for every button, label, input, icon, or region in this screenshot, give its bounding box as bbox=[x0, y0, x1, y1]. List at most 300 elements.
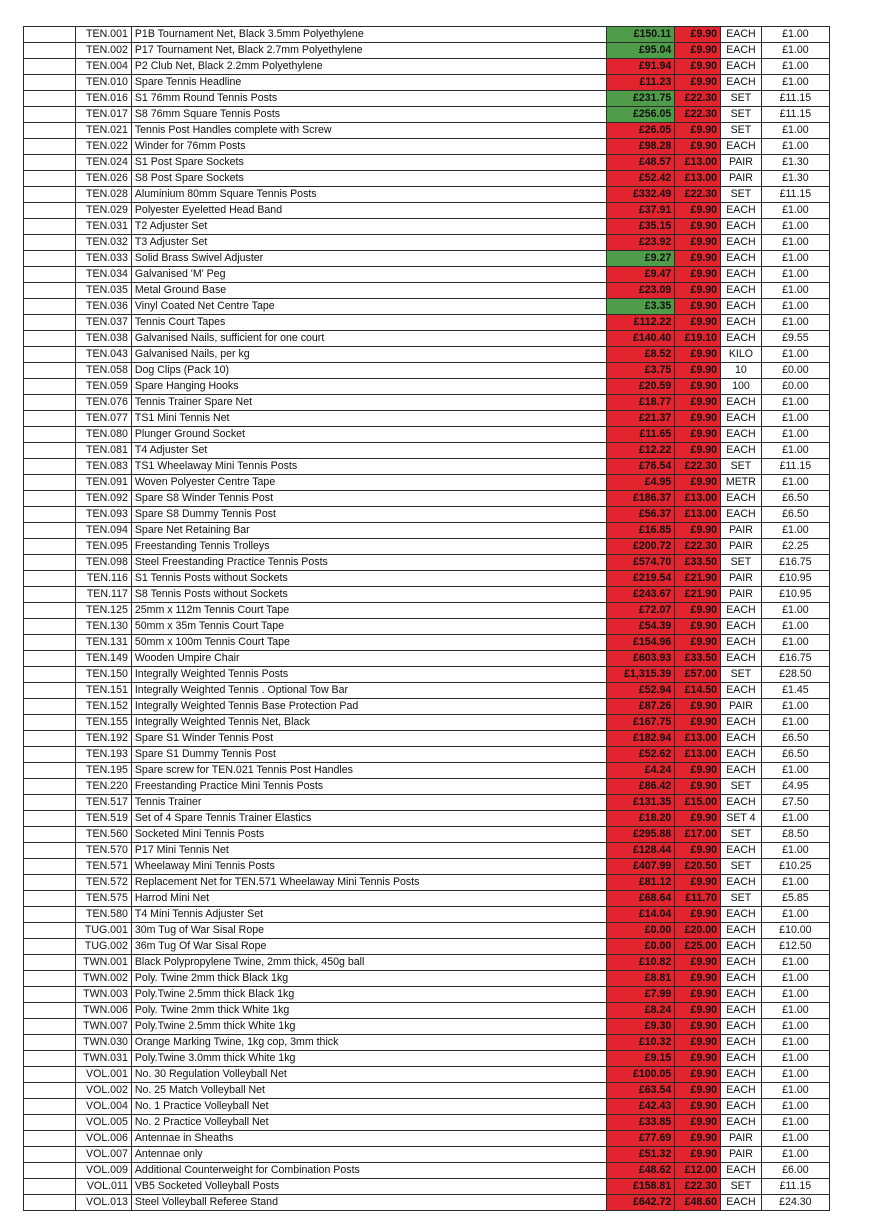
unit-cell: EACH bbox=[721, 283, 762, 299]
carriage-cell: £22.30 bbox=[675, 459, 721, 475]
unit-cell: PAIR bbox=[721, 539, 762, 555]
table-row bbox=[24, 1003, 830, 1019]
product-code: TEN.076 bbox=[75, 395, 131, 411]
carriage-cell: £9.90 bbox=[675, 779, 721, 795]
product-description: Poly.Twine 2.5mm thick White 1kg bbox=[131, 1019, 606, 1035]
table-row bbox=[24, 267, 830, 283]
product-code: TEN.034 bbox=[75, 267, 131, 283]
product-description: Poly. Twine 2mm thick Black 1kg bbox=[131, 971, 606, 987]
blank-cell bbox=[24, 875, 76, 891]
extra-charge-cell: £1.00 bbox=[761, 251, 829, 267]
table-row bbox=[24, 411, 830, 427]
carriage-cell: £20.00 bbox=[675, 923, 721, 939]
unit-cell: SET bbox=[721, 667, 762, 683]
product-code: TEN.043 bbox=[75, 347, 131, 363]
unit-cell: EACH bbox=[721, 923, 762, 939]
table-row bbox=[24, 539, 830, 555]
blank-cell bbox=[24, 171, 76, 187]
product-code: TEN.083 bbox=[75, 459, 131, 475]
table-row bbox=[24, 1099, 830, 1115]
unit-cell: EACH bbox=[721, 427, 762, 443]
carriage-cell: £9.90 bbox=[675, 1147, 721, 1163]
carriage-cell: £9.90 bbox=[675, 427, 721, 443]
table-row bbox=[24, 891, 830, 907]
table-row bbox=[24, 91, 830, 107]
carriage-cell: £9.90 bbox=[675, 251, 721, 267]
blank-cell bbox=[24, 699, 76, 715]
carriage-cell: £9.90 bbox=[675, 1003, 721, 1019]
product-code: VOL.004 bbox=[75, 1099, 131, 1115]
extra-charge-cell: £1.00 bbox=[761, 699, 829, 715]
extra-charge-cell: £1.00 bbox=[761, 59, 829, 75]
extra-charge-cell: £1.00 bbox=[761, 315, 829, 331]
price-cell: £128.44 bbox=[607, 843, 675, 859]
price-cell: £9.47 bbox=[607, 267, 675, 283]
carriage-cell: £9.90 bbox=[675, 715, 721, 731]
unit-cell: EACH bbox=[721, 875, 762, 891]
price-cell: £12.22 bbox=[607, 443, 675, 459]
product-code: TEN.098 bbox=[75, 555, 131, 571]
carriage-cell: £13.00 bbox=[675, 507, 721, 523]
product-description: S1 Tennis Posts without Sockets bbox=[131, 571, 606, 587]
price-cell: £8.81 bbox=[607, 971, 675, 987]
product-description: P1B Tournament Net, Black 3.5mm Polyethylene bbox=[131, 27, 606, 43]
carriage-cell: £13.00 bbox=[675, 491, 721, 507]
unit-cell: SET bbox=[721, 107, 762, 123]
unit-cell: EACH bbox=[721, 1051, 762, 1067]
price-cell: £182.94 bbox=[607, 731, 675, 747]
extra-charge-cell: £1.00 bbox=[761, 715, 829, 731]
unit-cell: SET bbox=[721, 1179, 762, 1195]
unit-cell: EACH bbox=[721, 443, 762, 459]
product-code: TEN.195 bbox=[75, 763, 131, 779]
product-code: TEN.058 bbox=[75, 363, 131, 379]
product-description: Tennis Post Handles complete with Screw bbox=[131, 123, 606, 139]
product-description: T4 Mini Tennis Adjuster Set bbox=[131, 907, 606, 923]
product-description: Galvanised Nails, sufficient for one court bbox=[131, 331, 606, 347]
price-cell: £200.72 bbox=[607, 539, 675, 555]
price-cell: £54.39 bbox=[607, 619, 675, 635]
price-cell: £20.59 bbox=[607, 379, 675, 395]
blank-cell bbox=[24, 859, 76, 875]
blank-cell bbox=[24, 587, 76, 603]
extra-charge-cell: £1.00 bbox=[761, 1131, 829, 1147]
table-row bbox=[24, 107, 830, 123]
price-cell: £18.77 bbox=[607, 395, 675, 411]
carriage-cell: £9.90 bbox=[675, 1019, 721, 1035]
price-cell: £9.30 bbox=[607, 1019, 675, 1035]
table-row bbox=[24, 443, 830, 459]
table-row bbox=[24, 571, 830, 587]
product-code: TEN.016 bbox=[75, 91, 131, 107]
unit-cell: SET bbox=[721, 91, 762, 107]
carriage-cell: £9.90 bbox=[675, 1115, 721, 1131]
product-description: Galvanised 'M' Peg bbox=[131, 267, 606, 283]
blank-cell bbox=[24, 1051, 76, 1067]
carriage-cell: £9.90 bbox=[675, 59, 721, 75]
unit-cell: EACH bbox=[721, 987, 762, 1003]
product-code: TEN.026 bbox=[75, 171, 131, 187]
price-cell: £231.75 bbox=[607, 91, 675, 107]
table-row bbox=[24, 635, 830, 651]
table-row bbox=[24, 507, 830, 523]
table-row bbox=[24, 859, 830, 875]
product-description: 50mm x 35m Tennis Court Tape bbox=[131, 619, 606, 635]
product-code: TEN.017 bbox=[75, 107, 131, 123]
unit-cell: EACH bbox=[721, 59, 762, 75]
carriage-cell: £22.30 bbox=[675, 91, 721, 107]
product-code: TWN.001 bbox=[75, 955, 131, 971]
price-cell: £603.93 bbox=[607, 651, 675, 667]
extra-charge-cell: £6.50 bbox=[761, 747, 829, 763]
product-code: TEN.152 bbox=[75, 699, 131, 715]
product-description: Additional Counterweight for Combination Posts bbox=[131, 1163, 606, 1179]
product-description: Integrally Weighted Tennis Posts bbox=[131, 667, 606, 683]
extra-charge-cell: £1.00 bbox=[761, 875, 829, 891]
table-row bbox=[24, 619, 830, 635]
extra-charge-cell: £1.00 bbox=[761, 907, 829, 923]
table-row bbox=[24, 843, 830, 859]
price-cell: £48.57 bbox=[607, 155, 675, 171]
carriage-cell: £9.90 bbox=[675, 1083, 721, 1099]
product-description: 50mm x 100m Tennis Court Tape bbox=[131, 635, 606, 651]
extra-charge-cell: £6.50 bbox=[761, 491, 829, 507]
extra-charge-cell: £5.85 bbox=[761, 891, 829, 907]
product-description: Polyester Eyeletted Head Band bbox=[131, 203, 606, 219]
extra-charge-cell: £1.00 bbox=[761, 763, 829, 779]
price-cell: £8.52 bbox=[607, 347, 675, 363]
price-cell: £63.54 bbox=[607, 1083, 675, 1099]
table-row bbox=[24, 763, 830, 779]
blank-cell bbox=[24, 923, 76, 939]
price-cell: £186.37 bbox=[607, 491, 675, 507]
blank-cell bbox=[24, 427, 76, 443]
extra-charge-cell: £1.00 bbox=[761, 971, 829, 987]
product-code: TEN.033 bbox=[75, 251, 131, 267]
product-code: TWN.030 bbox=[75, 1035, 131, 1051]
product-code: TUG.002 bbox=[75, 939, 131, 955]
product-description: Dog Clips (Pack 10) bbox=[131, 363, 606, 379]
table-row bbox=[24, 987, 830, 1003]
unit-cell: PAIR bbox=[721, 1131, 762, 1147]
price-cell: £295.88 bbox=[607, 827, 675, 843]
blank-cell bbox=[24, 1179, 76, 1195]
extra-charge-cell: £1.00 bbox=[761, 955, 829, 971]
product-description: Integrally Weighted Tennis Net, Black bbox=[131, 715, 606, 731]
carriage-cell: £25.00 bbox=[675, 939, 721, 955]
extra-charge-cell: £9.55 bbox=[761, 331, 829, 347]
unit-cell: EACH bbox=[721, 955, 762, 971]
price-cell: £10.32 bbox=[607, 1035, 675, 1051]
price-cell: £9.27 bbox=[607, 251, 675, 267]
table-row bbox=[24, 1051, 830, 1067]
blank-cell bbox=[24, 939, 76, 955]
table-row bbox=[24, 203, 830, 219]
price-cell: £332.49 bbox=[607, 187, 675, 203]
table-row bbox=[24, 475, 830, 491]
extra-charge-cell: £1.30 bbox=[761, 155, 829, 171]
price-cell: £0.00 bbox=[607, 923, 675, 939]
product-code: TEN.002 bbox=[75, 43, 131, 59]
extra-charge-cell: £16.75 bbox=[761, 651, 829, 667]
table-row bbox=[24, 251, 830, 267]
extra-charge-cell: £1.00 bbox=[761, 299, 829, 315]
product-description: Winder for 76mm Posts bbox=[131, 139, 606, 155]
product-code: TEN.519 bbox=[75, 811, 131, 827]
table-row bbox=[24, 715, 830, 731]
product-code: VOL.011 bbox=[75, 1179, 131, 1195]
product-code: TEN.149 bbox=[75, 651, 131, 667]
blank-cell bbox=[24, 843, 76, 859]
extra-charge-cell: £1.00 bbox=[761, 1035, 829, 1051]
table-row bbox=[24, 43, 830, 59]
extra-charge-cell: £1.00 bbox=[761, 43, 829, 59]
carriage-cell: £9.90 bbox=[675, 811, 721, 827]
product-description: Poly. Twine 2mm thick White 1kg bbox=[131, 1003, 606, 1019]
product-code: TWN.007 bbox=[75, 1019, 131, 1035]
extra-charge-cell: £6.50 bbox=[761, 731, 829, 747]
blank-cell bbox=[24, 203, 76, 219]
blank-cell bbox=[24, 491, 76, 507]
product-code: TEN.095 bbox=[75, 539, 131, 555]
extra-charge-cell: £1.00 bbox=[761, 283, 829, 299]
product-description: Spare screw for TEN.021 Tennis Post Handles bbox=[131, 763, 606, 779]
product-description: TS1 Wheelaway Mini Tennis Posts bbox=[131, 459, 606, 475]
product-code: TEN.570 bbox=[75, 843, 131, 859]
table-row bbox=[24, 779, 830, 795]
blank-cell bbox=[24, 715, 76, 731]
product-description: Vinyl Coated Net Centre Tape bbox=[131, 299, 606, 315]
unit-cell: EACH bbox=[721, 635, 762, 651]
product-description: Tennis Trainer Spare Net bbox=[131, 395, 606, 411]
product-description: Tennis Trainer bbox=[131, 795, 606, 811]
product-description: Spare S1 Dummy Tennis Post bbox=[131, 747, 606, 763]
product-description: Wheelaway Mini Tennis Posts bbox=[131, 859, 606, 875]
blank-cell bbox=[24, 139, 76, 155]
table-row bbox=[24, 171, 830, 187]
product-description: Spare Net Retaining Bar bbox=[131, 523, 606, 539]
blank-cell bbox=[24, 299, 76, 315]
price-cell: £81.12 bbox=[607, 875, 675, 891]
product-description: Freestanding Practice Mini Tennis Posts bbox=[131, 779, 606, 795]
extra-charge-cell: £7.50 bbox=[761, 795, 829, 811]
price-cell: £35.15 bbox=[607, 219, 675, 235]
table-row bbox=[24, 971, 830, 987]
blank-cell bbox=[24, 283, 76, 299]
table-row bbox=[24, 347, 830, 363]
price-cell: £158.81 bbox=[607, 1179, 675, 1195]
table-row bbox=[24, 1179, 830, 1195]
table-row bbox=[24, 1163, 830, 1179]
blank-cell bbox=[24, 1035, 76, 1051]
product-code: TEN.150 bbox=[75, 667, 131, 683]
blank-cell bbox=[24, 603, 76, 619]
price-cell: £95.04 bbox=[607, 43, 675, 59]
product-code: TEN.077 bbox=[75, 411, 131, 427]
extra-charge-cell: £1.00 bbox=[761, 1099, 829, 1115]
product-description: S8 Tennis Posts without Sockets bbox=[131, 587, 606, 603]
price-cell: £91.94 bbox=[607, 59, 675, 75]
carriage-cell: £12.00 bbox=[675, 1163, 721, 1179]
carriage-cell: £9.90 bbox=[675, 139, 721, 155]
product-code: TEN.572 bbox=[75, 875, 131, 891]
carriage-cell: £20.50 bbox=[675, 859, 721, 875]
extra-charge-cell: £1.00 bbox=[761, 619, 829, 635]
blank-cell bbox=[24, 619, 76, 635]
blank-cell bbox=[24, 955, 76, 971]
table-row bbox=[24, 811, 830, 827]
price-cell: £72.07 bbox=[607, 603, 675, 619]
blank-cell bbox=[24, 635, 76, 651]
price-cell: £76.54 bbox=[607, 459, 675, 475]
extra-charge-cell: £10.00 bbox=[761, 923, 829, 939]
blank-cell bbox=[24, 987, 76, 1003]
blank-cell bbox=[24, 571, 76, 587]
product-code: TEN.024 bbox=[75, 155, 131, 171]
product-description: Steel Volleyball Referee Stand bbox=[131, 1195, 606, 1211]
price-cell: £131.35 bbox=[607, 795, 675, 811]
blank-cell bbox=[24, 347, 76, 363]
carriage-cell: £9.90 bbox=[675, 635, 721, 651]
carriage-cell: £9.90 bbox=[675, 363, 721, 379]
price-cell: £48.62 bbox=[607, 1163, 675, 1179]
product-description: Black Polypropylene Twine, 2mm thick, 450g ball bbox=[131, 955, 606, 971]
product-code: VOL.005 bbox=[75, 1115, 131, 1131]
carriage-cell: £22.30 bbox=[675, 1179, 721, 1195]
price-cell: £98.28 bbox=[607, 139, 675, 155]
price-cell: £642.72 bbox=[607, 1195, 675, 1211]
extra-charge-cell: £1.00 bbox=[761, 635, 829, 651]
extra-charge-cell: £28.50 bbox=[761, 667, 829, 683]
unit-cell: EACH bbox=[721, 203, 762, 219]
carriage-cell: £9.90 bbox=[675, 475, 721, 491]
table-row bbox=[24, 667, 830, 683]
blank-cell bbox=[24, 1195, 76, 1211]
carriage-cell: £13.00 bbox=[675, 731, 721, 747]
product-code: TEN.560 bbox=[75, 827, 131, 843]
product-description: No. 25 Match Volleyball Net bbox=[131, 1083, 606, 1099]
price-cell: £87.26 bbox=[607, 699, 675, 715]
carriage-cell: £9.90 bbox=[675, 443, 721, 459]
unit-cell: EACH bbox=[721, 395, 762, 411]
product-description: No. 1 Practice Volleyball Net bbox=[131, 1099, 606, 1115]
product-code: TEN.081 bbox=[75, 443, 131, 459]
carriage-cell: £22.30 bbox=[675, 539, 721, 555]
product-code: TEN.117 bbox=[75, 587, 131, 603]
product-code: VOL.007 bbox=[75, 1147, 131, 1163]
product-code: TEN.193 bbox=[75, 747, 131, 763]
table-row bbox=[24, 395, 830, 411]
unit-cell: EACH bbox=[721, 315, 762, 331]
price-cell: £219.54 bbox=[607, 571, 675, 587]
table-row bbox=[24, 923, 830, 939]
product-code: TEN.037 bbox=[75, 315, 131, 331]
carriage-cell: £9.90 bbox=[675, 283, 721, 299]
carriage-cell: £9.90 bbox=[675, 1035, 721, 1051]
extra-charge-cell: £1.00 bbox=[761, 427, 829, 443]
unit-cell: EACH bbox=[721, 1083, 762, 1099]
blank-cell bbox=[24, 731, 76, 747]
extra-charge-cell: £1.00 bbox=[761, 603, 829, 619]
carriage-cell: £9.90 bbox=[675, 235, 721, 251]
unit-cell: EACH bbox=[721, 331, 762, 347]
price-cell: £33.85 bbox=[607, 1115, 675, 1131]
unit-cell: EACH bbox=[721, 1067, 762, 1083]
unit-cell: EACH bbox=[721, 619, 762, 635]
unit-cell: SET bbox=[721, 859, 762, 875]
product-code: TEN.580 bbox=[75, 907, 131, 923]
extra-charge-cell: £1.00 bbox=[761, 235, 829, 251]
carriage-cell: £9.90 bbox=[675, 987, 721, 1003]
unit-cell: EACH bbox=[721, 747, 762, 763]
price-cell: £243.67 bbox=[607, 587, 675, 603]
blank-cell bbox=[24, 395, 76, 411]
extra-charge-cell: £10.95 bbox=[761, 571, 829, 587]
blank-cell bbox=[24, 219, 76, 235]
product-description: Poly.Twine 3.0mm thick White 1kg bbox=[131, 1051, 606, 1067]
price-cell: £3.35 bbox=[607, 299, 675, 315]
blank-cell bbox=[24, 1067, 76, 1083]
product-code: TEN.035 bbox=[75, 283, 131, 299]
table-row bbox=[24, 379, 830, 395]
unit-cell: EACH bbox=[721, 843, 762, 859]
price-table bbox=[23, 26, 830, 1211]
unit-cell: EACH bbox=[721, 267, 762, 283]
table-row bbox=[24, 699, 830, 715]
price-cell: £407.99 bbox=[607, 859, 675, 875]
product-description: 36m Tug Of War Sisal Rope bbox=[131, 939, 606, 955]
price-cell: £51.32 bbox=[607, 1147, 675, 1163]
unit-cell: EACH bbox=[721, 1163, 762, 1179]
carriage-cell: £9.90 bbox=[675, 347, 721, 363]
price-cell: £21.37 bbox=[607, 411, 675, 427]
table-row bbox=[24, 187, 830, 203]
carriage-cell: £21.90 bbox=[675, 587, 721, 603]
product-code: TEN.021 bbox=[75, 123, 131, 139]
product-description: No. 30 Regulation Volleyball Net bbox=[131, 1067, 606, 1083]
extra-charge-cell: £1.00 bbox=[761, 75, 829, 91]
carriage-cell: £19.10 bbox=[675, 331, 721, 347]
unit-cell: KILO bbox=[721, 347, 762, 363]
table-row bbox=[24, 363, 830, 379]
carriage-cell: £9.90 bbox=[675, 379, 721, 395]
table-row bbox=[24, 1083, 830, 1099]
unit-cell: EACH bbox=[721, 603, 762, 619]
table-row bbox=[24, 315, 830, 331]
extra-charge-cell: £16.75 bbox=[761, 555, 829, 571]
table-row bbox=[24, 155, 830, 171]
extra-charge-cell: £1.00 bbox=[761, 1083, 829, 1099]
product-code: TEN.038 bbox=[75, 331, 131, 347]
product-description: No. 2 Practice Volleyball Net bbox=[131, 1115, 606, 1131]
unit-cell: EACH bbox=[721, 715, 762, 731]
unit-cell: EACH bbox=[721, 411, 762, 427]
table-row bbox=[24, 587, 830, 603]
table-row bbox=[24, 1067, 830, 1083]
unit-cell: SET 4 bbox=[721, 811, 762, 827]
blank-cell bbox=[24, 747, 76, 763]
table-row bbox=[24, 123, 830, 139]
blank-cell bbox=[24, 187, 76, 203]
unit-cell: SET bbox=[721, 459, 762, 475]
price-cell: £16.85 bbox=[607, 523, 675, 539]
price-cell: £7.99 bbox=[607, 987, 675, 1003]
product-code: TEN.517 bbox=[75, 795, 131, 811]
price-cell: £42.43 bbox=[607, 1099, 675, 1115]
table-row bbox=[24, 427, 830, 443]
table-row bbox=[24, 523, 830, 539]
table-row bbox=[24, 27, 830, 43]
